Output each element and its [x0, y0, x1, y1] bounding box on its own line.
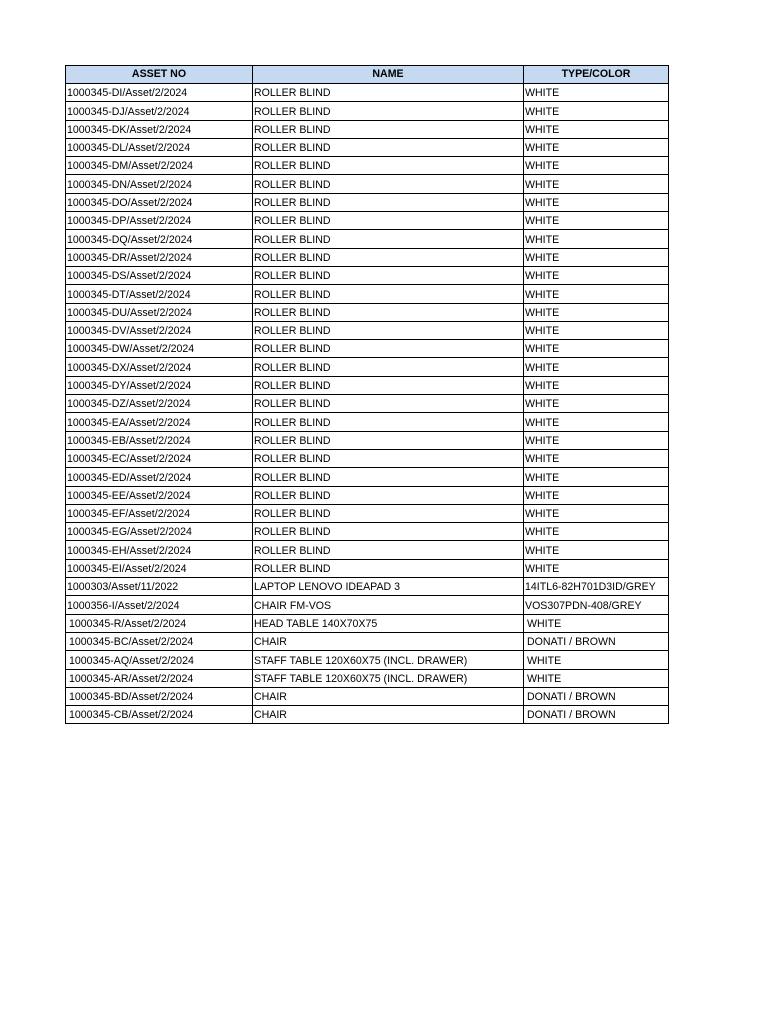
- name-cell: ROLLER BLIND: [253, 285, 524, 303]
- name-cell: ROLLER BLIND: [253, 486, 524, 504]
- name-cell: ROLLER BLIND: [253, 395, 524, 413]
- name-cell: ROLLER BLIND: [253, 266, 524, 284]
- table-row: [66, 321, 669, 339]
- type-color-cell: DONATI / BROWN: [524, 632, 669, 650]
- type-color-cell: WHITE: [524, 651, 669, 669]
- type-color-cell: WHITE: [524, 358, 669, 376]
- asset-no-cell: 1000345-BD/Asset/2/2024: [66, 687, 253, 705]
- asset-no-cell: 1000345-EE/Asset/2/2024: [66, 486, 253, 504]
- name-cell: ROLLER BLIND: [253, 157, 524, 175]
- name-cell: ROLLER BLIND: [253, 230, 524, 248]
- name-cell: ROLLER BLIND: [253, 303, 524, 321]
- name-cell: LAPTOP LENOVO IDEAPAD 3: [253, 578, 524, 596]
- name-cell: ROLLER BLIND: [253, 120, 524, 138]
- name-cell: ROLLER BLIND: [253, 431, 524, 449]
- asset-no-cell: 1000356-I/Asset/2/2024: [66, 596, 253, 614]
- table-row: [66, 541, 669, 559]
- asset-no-cell: 1000345-BC/Asset/2/2024: [66, 632, 253, 650]
- asset-no-cell: 1000345-DN/Asset/2/2024: [66, 175, 253, 193]
- asset-no-cell: 1000345-DR/Asset/2/2024: [66, 248, 253, 266]
- asset-no-cell: 1000345-R/Asset/2/2024: [66, 614, 253, 632]
- table-row: [66, 486, 669, 504]
- type-color-cell: WHITE: [524, 193, 669, 211]
- name-cell: ROLLER BLIND: [253, 449, 524, 467]
- asset-no-cell: 1000345-ED/Asset/2/2024: [66, 468, 253, 486]
- table-row: [66, 706, 669, 724]
- type-color-cell: DONATI / BROWN: [524, 687, 669, 705]
- asset-no-cell: 1000345-DS/Asset/2/2024: [66, 266, 253, 284]
- type-color-cell: WHITE: [524, 669, 669, 687]
- name-cell: ROLLER BLIND: [253, 175, 524, 193]
- type-color-cell: WHITE: [524, 614, 669, 632]
- table-row: [66, 413, 669, 431]
- name-cell: STAFF TABLE 120X60X75 (INCL. DRAWER): [253, 651, 524, 669]
- table-row: [66, 175, 669, 193]
- type-color-cell: WHITE: [524, 120, 669, 138]
- table-row: [66, 449, 669, 467]
- asset-no-cell: 1000345-DV/Asset/2/2024: [66, 321, 253, 339]
- name-cell: ROLLER BLIND: [253, 559, 524, 577]
- asset-no-cell: 1000345-DJ/Asset/2/2024: [66, 102, 253, 120]
- name-cell: CHAIR: [253, 632, 524, 650]
- name-cell: ROLLER BLIND: [253, 468, 524, 486]
- type-color-cell: WHITE: [524, 321, 669, 339]
- table-row: [66, 358, 669, 376]
- header-row: [66, 66, 669, 84]
- name-cell: CHAIR FM-VOS: [253, 596, 524, 614]
- asset-no-cell: 1000345-DL/Asset/2/2024: [66, 138, 253, 156]
- name-cell: ROLLER BLIND: [253, 413, 524, 431]
- table-row: [66, 651, 669, 669]
- type-color-cell: WHITE: [524, 486, 669, 504]
- type-color-cell: VOS307PDN-408/GREY: [524, 596, 669, 614]
- type-color-cell: WHITE: [524, 266, 669, 284]
- asset-no-cell: 1000345-EG/Asset/2/2024: [66, 523, 253, 541]
- name-cell: HEAD TABLE 140X70X75: [253, 614, 524, 632]
- name-cell: CHAIR: [253, 706, 524, 724]
- table-row: [66, 303, 669, 321]
- asset-no-cell: 1000345-CB/Asset/2/2024: [66, 706, 253, 724]
- asset-no-cell: 1000345-DQ/Asset/2/2024: [66, 230, 253, 248]
- name-cell: ROLLER BLIND: [253, 358, 524, 376]
- asset-no-cell: 1000345-AQ/Asset/2/2024: [66, 651, 253, 669]
- asset-no-cell: 1000345-DO/Asset/2/2024: [66, 193, 253, 211]
- name-cell: ROLLER BLIND: [253, 340, 524, 358]
- type-color-cell: WHITE: [524, 541, 669, 559]
- asset-no-cell: 1000345-DM/Asset/2/2024: [66, 157, 253, 175]
- header-name: NAME: [253, 66, 524, 84]
- asset-sheet: [65, 65, 669, 724]
- table-row: [66, 523, 669, 541]
- type-color-cell: WHITE: [524, 138, 669, 156]
- type-color-cell: WHITE: [524, 376, 669, 394]
- type-color-cell: WHITE: [524, 468, 669, 486]
- table-row: [66, 102, 669, 120]
- asset-no-cell: 1000345-EH/Asset/2/2024: [66, 541, 253, 559]
- table-row: [66, 687, 669, 705]
- table-row: [66, 230, 669, 248]
- asset-no-cell: 1000345-DK/Asset/2/2024: [66, 120, 253, 138]
- type-color-cell: WHITE: [524, 84, 669, 102]
- asset-no-cell: 1000345-DI/Asset/2/2024: [66, 84, 253, 102]
- table-row: [66, 340, 669, 358]
- asset-no-cell: 1000345-DY/Asset/2/2024: [66, 376, 253, 394]
- table-row: [66, 248, 669, 266]
- table-row: [66, 614, 669, 632]
- name-cell: ROLLER BLIND: [253, 321, 524, 339]
- name-cell: ROLLER BLIND: [253, 504, 524, 522]
- type-color-cell: WHITE: [524, 175, 669, 193]
- type-color-cell: 14ITL6-82H701D3ID/GREY: [524, 578, 669, 596]
- type-color-cell: WHITE: [524, 523, 669, 541]
- table-row: [66, 632, 669, 650]
- table-row: [66, 431, 669, 449]
- type-color-cell: WHITE: [524, 431, 669, 449]
- table-row: [66, 578, 669, 596]
- name-cell: ROLLER BLIND: [253, 212, 524, 230]
- asset-table: [65, 65, 669, 724]
- table-row: [66, 596, 669, 614]
- asset-no-cell: 1000345-DT/Asset/2/2024: [66, 285, 253, 303]
- name-cell: ROLLER BLIND: [253, 248, 524, 266]
- asset-no-cell: 1000303/Asset/11/2022: [66, 578, 253, 596]
- asset-no-cell: 1000345-DU/Asset/2/2024: [66, 303, 253, 321]
- table-row: [66, 559, 669, 577]
- table-row: [66, 193, 669, 211]
- table-row: [66, 285, 669, 303]
- asset-no-cell: 1000345-EA/Asset/2/2024: [66, 413, 253, 431]
- asset-no-cell: 1000345-EC/Asset/2/2024: [66, 449, 253, 467]
- type-color-cell: WHITE: [524, 285, 669, 303]
- type-color-cell: WHITE: [524, 449, 669, 467]
- asset-no-cell: 1000345-EB/Asset/2/2024: [66, 431, 253, 449]
- table-row: [66, 157, 669, 175]
- header-type-color: TYPE/COLOR: [524, 66, 669, 84]
- table-row: [66, 504, 669, 522]
- type-color-cell: WHITE: [524, 248, 669, 266]
- table-row: [66, 266, 669, 284]
- table-row: [66, 669, 669, 687]
- type-color-cell: WHITE: [524, 102, 669, 120]
- asset-no-cell: 1000345-DX/Asset/2/2024: [66, 358, 253, 376]
- table-row: [66, 468, 669, 486]
- type-color-cell: DONATI / BROWN: [524, 706, 669, 724]
- name-cell: ROLLER BLIND: [253, 523, 524, 541]
- table-row: [66, 376, 669, 394]
- name-cell: ROLLER BLIND: [253, 102, 524, 120]
- table-row: [66, 395, 669, 413]
- asset-no-cell: 1000345-DP/Asset/2/2024: [66, 212, 253, 230]
- asset-no-cell: 1000345-AR/Asset/2/2024: [66, 669, 253, 687]
- table-body: [66, 84, 669, 724]
- type-color-cell: WHITE: [524, 559, 669, 577]
- table-row: [66, 84, 669, 102]
- name-cell: ROLLER BLIND: [253, 138, 524, 156]
- table-row: [66, 212, 669, 230]
- type-color-cell: WHITE: [524, 413, 669, 431]
- name-cell: ROLLER BLIND: [253, 84, 524, 102]
- asset-no-cell: 1000345-EI/Asset/2/2024: [66, 559, 253, 577]
- table-row: [66, 120, 669, 138]
- header-asset-no: ASSET NO: [66, 66, 253, 84]
- type-color-cell: WHITE: [524, 157, 669, 175]
- type-color-cell: WHITE: [524, 340, 669, 358]
- name-cell: ROLLER BLIND: [253, 541, 524, 559]
- type-color-cell: WHITE: [524, 504, 669, 522]
- type-color-cell: WHITE: [524, 303, 669, 321]
- asset-no-cell: 1000345-EF/Asset/2/2024: [66, 504, 253, 522]
- name-cell: ROLLER BLIND: [253, 193, 524, 211]
- name-cell: ROLLER BLIND: [253, 376, 524, 394]
- type-color-cell: WHITE: [524, 230, 669, 248]
- name-cell: CHAIR: [253, 687, 524, 705]
- asset-no-cell: 1000345-DW/Asset/2/2024: [66, 340, 253, 358]
- type-color-cell: WHITE: [524, 395, 669, 413]
- asset-no-cell: 1000345-DZ/Asset/2/2024: [66, 395, 253, 413]
- table-row: [66, 138, 669, 156]
- type-color-cell: WHITE: [524, 212, 669, 230]
- name-cell: STAFF TABLE 120X60X75 (INCL. DRAWER): [253, 669, 524, 687]
